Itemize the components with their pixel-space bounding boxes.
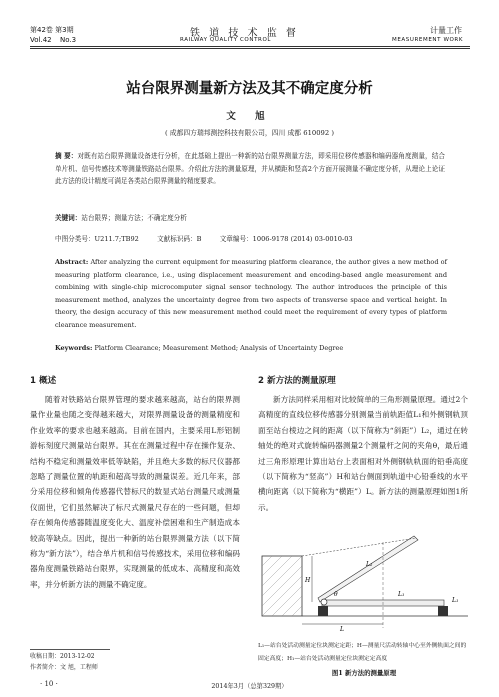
inner-rail (438, 606, 448, 616)
abstract-en-text: After analyzing the current equipment for measuring platform clearance, the author gives a new method of measuring platform clearance, i.e., using displacement measurement and encoding-based angle measurement and combining with single-chip microcomputer signal sensor technology. The author introduces the principle of this measurement method, analyzes the uncertainty degree from two aspects of transverse space and vertical height. In theory, the design accuracy of this new measurement method could meet the requirement of every types of platform clearance measurement. (55, 258, 447, 329)
affiliation: ( 成都四方瑞邦测控科技有限公司，四川 成都 610092 ) (164, 129, 335, 137)
volume-label: Vol.42 (30, 36, 52, 44)
label-H: H (305, 577, 311, 584)
section-1-heading: 1 概述 (30, 376, 57, 386)
abstract-cn-text: 对既有站台限界测量设备进行分析，在此基础上提出一种新的站台限界测量方法，即采用位移传感器和编码器角度测量，结合单片机、信号传感技术等测量铁路站台限界。介绍此方法的测量原理，并从横距和竖高2个方面开展测量不确定度分析，从理论上论证此方法的设计精度可满足各类站台限界测量的精度要求。 (55, 152, 446, 186)
abstract-cn-label: 摘 要： (55, 152, 78, 160)
keywords-cn-label: 关键词： (55, 214, 82, 222)
header-rule (30, 46, 470, 47)
article-number: 文章编号：1006-9178 (2014) 03-0010-03 (219, 235, 353, 243)
keywords-en (55, 342, 447, 355)
keywords-en-label: Keywords: (55, 344, 93, 352)
footnote-received: 收稿日期：2013-12-02 (30, 653, 95, 660)
column-title-cn: 计量工作 (430, 26, 462, 35)
keywords-en-text: Platform Clearance; Measurement Method; Analysis of Uncertainty Degree (94, 344, 344, 352)
classification-line (55, 233, 445, 246)
section-2-body: 新方法同样采用相对比较简单的三角形测量原理。通过2个高精度的直线位移传感器分别测量当前轨距值L₁和外侧钢轨顶面至站台棱边之间的距离（以下简称为“斜距”）L₂，通过在转轴处的绝对式旋转编码器测量2个测量杆之间的夹角θ，最后通过三角形原理计算出站台上表面相对外侧钢轨轨面的铅垂高度（以下简称为“竖高”）H和站台侧面到轨道中心铅垂线的水平横向距离（以下简称为“横距”）L。新方法的测量原理如图1所示。 (258, 395, 468, 512)
journal-title-cn: 铁 道 技 术 监 督 (190, 28, 299, 39)
platform-hatch (262, 556, 302, 616)
keywords-cn-text: 站台限界；测量方法；不确定度分析 (81, 214, 187, 222)
keywords-cn (55, 212, 445, 225)
label-L1-right: L₁ (452, 597, 459, 604)
label-theta: θ (334, 591, 338, 598)
issue-date: 2014年3月（总第329期） (211, 683, 288, 690)
journal-title-en: RAILWAY QUALITY CONTROL (180, 37, 272, 43)
abstract-cn (55, 150, 445, 188)
label-L: L (340, 626, 344, 633)
clc-number: 中图分类号：U211.7;TB92 (55, 235, 139, 243)
issue-label: 第42卷 第3期 (30, 26, 74, 34)
section-1-body: 随着对铁路站台限界管理的要求越来越高，站台的限界测量作业量也随之变得越来越大，对限界测量设备的测量精度和作业效率的要求也越来越高。目前在国内，主要采用L形铝制游标刻度尺测量站台限界。其在在测量过程中存在操作复杂、结构不稳定和测量效率低等缺陷，并且绝大多数的标尺仪器都忽略了测量位置的轨距和超高导致的测量误差。近几年来，部分采用位移和倾角传感器代替标尺的数显式站台测量尺或测量仪面世，它们虽然解决了标尺式测量尺存在的一些问题，但却存在倾角传感器随温度变化大、温度补偿困难和生产制造成本较高等缺点。因此，提出一种新的站台限界测量方法（以下简称为“新方法”），结合单片机和信号传感技术，采用位移和编码器角度测量铁路站台限界，实现测量的低成本、高精度和高效率，并分析新方法的测量不确定度。 (30, 395, 240, 589)
column-title-en: MEASUREMENT WORK (392, 37, 464, 43)
document-code: 文献标识码：B (157, 235, 202, 243)
paper-title: 站台限界测量新方法及其不确定度分析 (126, 80, 373, 97)
abstract-en-label: Abstract: (55, 258, 89, 266)
outer-rail (318, 606, 328, 616)
figure-caption: 图1 新方法的测量原理 (331, 669, 397, 677)
encoder-pivot (321, 599, 327, 605)
number-label: No.3 (60, 36, 77, 44)
section-2-heading: 2 新方法的测量原理 (258, 376, 336, 386)
header-rule-thin (30, 48, 470, 49)
label-L2: L₂ (366, 561, 373, 568)
author-name: 文 旭 (226, 111, 273, 122)
figure-note: L₁—站台处活动测量定位块测定定距；H—测量尺活动转轴中心至外侧轨面之间的固定高度；H₁—站台处活动测量定位块测定定高度 (258, 643, 467, 662)
footnote-author-bio: 作者简介：文 旭，工程师 (30, 664, 98, 671)
page-number: · 10 · (40, 680, 58, 688)
label-L1: L₁ (398, 591, 405, 598)
footnote-rule (30, 649, 110, 650)
measurement-principle-figure (258, 532, 470, 636)
abstract-en (55, 256, 447, 332)
